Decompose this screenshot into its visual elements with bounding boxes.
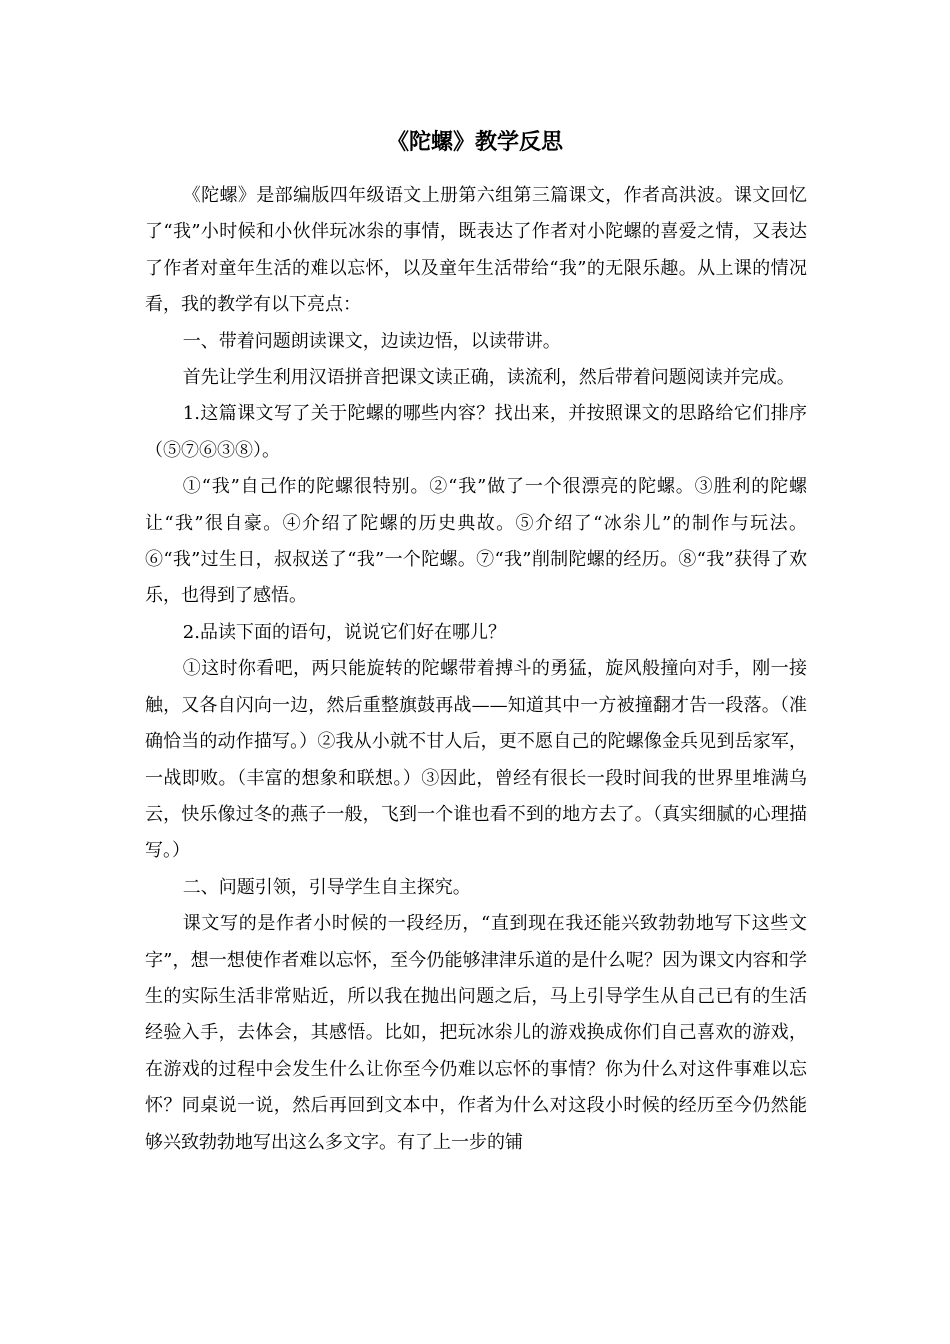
paragraph-question-two: 2.品读下面的语句，说说它们好在哪儿？ [182, 621, 506, 643]
paragraph-quotes: ①这时你看吧，两只能旋转的陀螺带着搏斗的勇猛，旋风般撞向对手，刚一接触，又各自闪向一边，然后重整旗鼓再战——知道其中一方被撞翻才告一段落。（准确恰当的动作描写。）②我从小就不甘人后，更不愿自己的陀螺像金兵见到岳家军，一战即败。（丰富的想象和联想。）③因此，曾经有很长一段时间我的世界里堆满乌云，快乐像过冬的燕子一般，飞到一个谁也看不到的地方去了。（真实细腻的心理描写。） [145, 658, 807, 862]
paragraph-heading-one: 一、带着问题朗读课文，边读边悟，以读带讲。 [182, 330, 561, 352]
paragraph: 课文写的是作者小时候的一段经历，“直到现在我还能兴致勃勃地写下这些文字”，想一想使作者难以忘怀，至今仍能够津津乐道的是什么呢？因为课文内容和学生的实际生活非常贴近，所以我在抛出问题之后，马上引导学生从自己已有的生活经验入手，去体会，其感悟。比如，把玩冰尜儿的游戏换成你们自己喜欢的游戏，在游戏的过程中会发生什么让你至今仍难以忘怀的事情？你为什么对这件事难以忘怀？同桌说一说，然后再回到文本中，作者为什么对这段小时候的经历至今仍然能够兴致勃勃地写出这么多文字。有了上一步的铺 [145, 913, 807, 1153]
document-body [145, 178, 807, 1161]
paragraph-question-one: 1.这篇课文写了关于陀螺的哪些内容？找出来，并按照课文的思路给它们排序（⑤⑦⑥③⑧）。 [145, 403, 807, 461]
paragraph-intro: 《陀螺》是部编版四年级语文上册第六组第三篇课文，作者高洪波。课文回忆了“我”小时候和小伙伴玩冰尜的事情，既表达了作者对小陀螺的喜爱之情，又表达了作者对童年生活的难以忘怀，以及童年生活带给“我”的无限乐趣。从上课的情况看，我的教学有以下亮点： [145, 185, 807, 316]
page-title: 《陀螺》教学反思 [386, 129, 563, 155]
paragraph-heading-two: 二、问题引领，引导学生自主探究。 [182, 876, 471, 898]
paragraph-list: ①“我”自己作的陀螺很特别。②“我”做了一个很漂亮的陀螺。③胜利的陀螺让“我”很自豪。④介绍了陀螺的历史典故。⑤介绍了“冰尜儿”的制作与玩法。⑥“我”过生日，叔叔送了“我”一个陀螺。⑦“我”削制陀螺的经历。⑧“我”获得了欢乐，也得到了感悟。 [145, 476, 807, 607]
paragraph: 首先让学生利用汉语拼音把课文读正确，读流利，然后带着问题阅读并完成。 [182, 367, 795, 389]
